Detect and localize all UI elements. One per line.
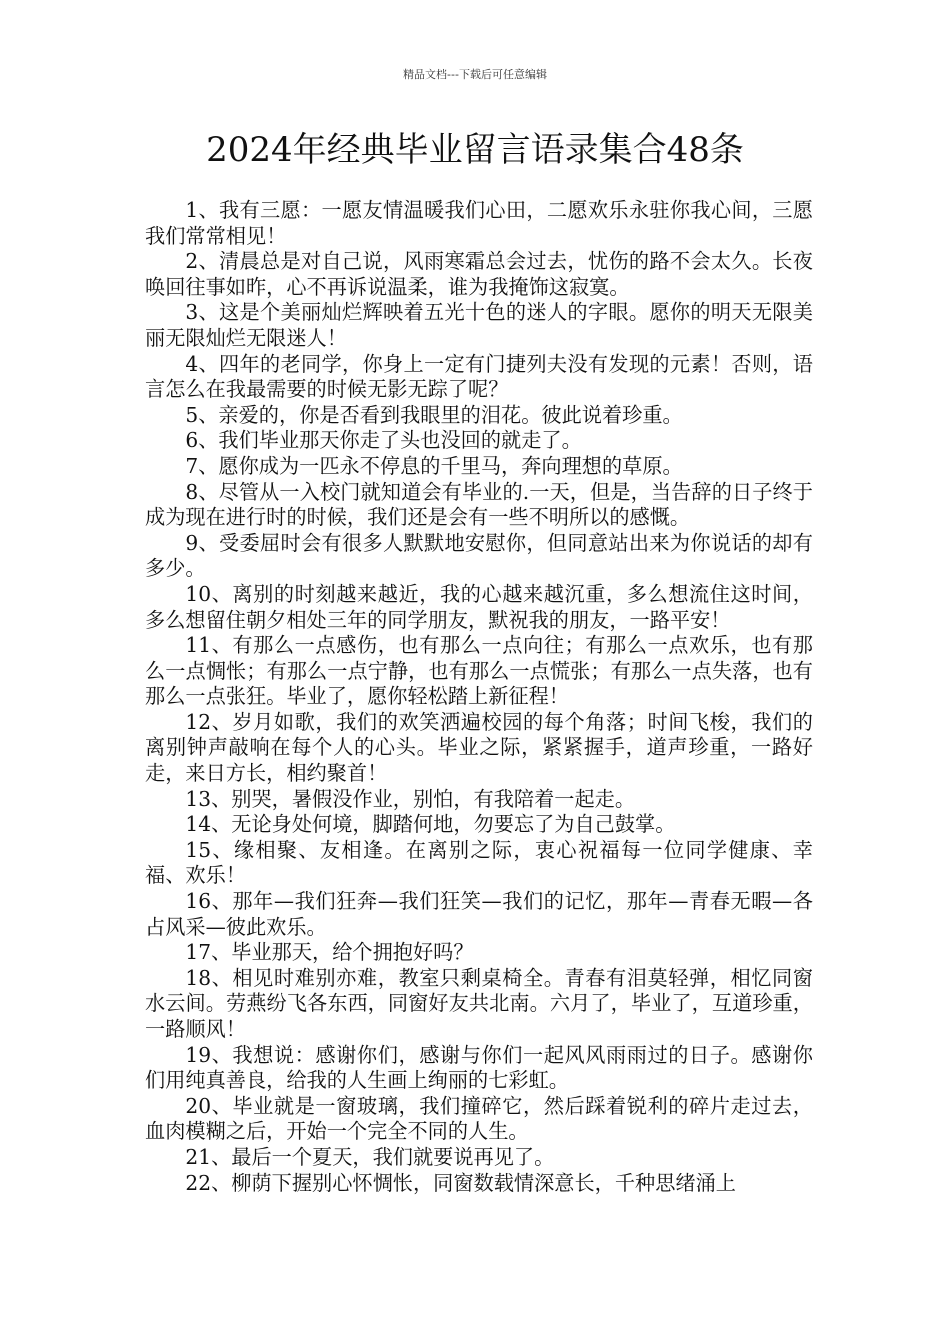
paragraph: 18、相见时难别亦难，教室只剩桌椅全。青春有泪莫轻弹，相忆同窗水云间。劳燕纷飞各东西，同窗好友共北南。六月了，毕业了，互道珍重，一路顺风！ (145, 965, 813, 1041)
document-body (145, 198, 813, 1196)
paragraph: 6、我们毕业那天你走了头也没回的就走了。 (185, 428, 582, 453)
page-title: 2024年经典毕业留言语录集合48条 (206, 130, 744, 170)
paragraph: 1、我有三愿：一愿友情温暖我们心田，二愿欢乐永驻你我心间，三愿我们常常相见！ (145, 198, 813, 248)
page-header: 精品文档---下载后可任意编辑 (403, 68, 547, 81)
paragraph: 14、无论身处何境，脚踏何地，勿要忘了为自己鼓掌。 (185, 812, 676, 837)
paragraph: 8、尽管从一入校门就知道会有毕业的.一天，但是，当告辞的日子终于成为现在进行时的时候，我们还是会有一些不明所以的感慨。 (145, 479, 813, 530)
paragraph: 11、有那么一点感伤，也有那么一点向往；有那么一点欢乐，也有那么一点惆怅；有那么一点宁静，也有那么一点慌张；有那么一点失落，也有那么一点张狂。毕业了，愿你轻松踏上新征程！ (145, 633, 813, 709)
paragraph: 21、最后一个夏天，我们就要说再见了。 (185, 1144, 555, 1169)
paragraph: 2、清晨总是对自己说，风雨寒霜总会过去，忧伤的路不会太久。长夜唤回往事如昨，心不再诉说温柔，谁为我掩饰这寂寞。 (145, 249, 813, 299)
paragraph: 4、四年的老同学，你身上一定有门捷列夫没有发现的元素！否则，语言怎么在我最需要的时候无影无踪了呢？ (145, 351, 813, 402)
paragraph: 15、缘相聚、友相逢。在离别之际，衷心祝福每一位同学健康、幸福、欢乐！ (145, 837, 813, 888)
paragraph: 12、岁月如歌，我们的欢笑洒遍校园的每个角落；时间飞梭，我们的离别钟声敲响在每个人的心头。毕业之际，紧紧握手，道声珍重，一路好走，来日方长，相约聚首！ (145, 709, 813, 786)
paragraph: 5、亲爱的，你是否看到我眼里的泪花。彼此说着珍重。 (185, 402, 683, 427)
paragraph: 3、这是个美丽灿烂辉映着五光十色的迷人的字眼。愿你的明天无限美丽无限灿烂无限迷人！ (145, 300, 813, 350)
paragraph: 7、愿你成为一匹永不停息的千里马，奔向理想的草原。 (185, 453, 683, 478)
paragraph: 9、受委屈时会有很多人默默地安慰你，但同意站出来为你说话的却有多少。 (145, 530, 813, 581)
paragraph: 10、离别的时刻越来越近，我的心越来越沉重，多么想流住这时间，多么想留住朝夕相处三年的同学朋友，默祝我的朋友，一路平安！ (145, 581, 813, 632)
paragraph: 17、毕业那天，给个拥抱好吗？ (185, 940, 474, 965)
paragraph: 13、别哭，暑假没作业，别怕，有我陪着一起走。 (185, 786, 636, 811)
paragraph: 22、柳荫下握别心怀惆怅，同窗数载情深意长，千种思绪涌上 (185, 1170, 736, 1195)
paragraph: 20、毕业就是一窗玻璃，我们撞碎它，然后踩着锐利的碎片走过去，血肉模糊之后，开始一个完全不同的人生。 (145, 1093, 813, 1144)
paragraph: 16、那年—我们狂奔—我们狂笑—我们的记忆，那年—青春无暇—各占风采—彼此欢乐。 (145, 889, 813, 939)
paragraph: 19、我想说：感谢你们，感谢与你们一起风风雨雨过的日子。感谢你们用纯真善良，给我的人生画上绚丽的七彩虹。 (145, 1042, 813, 1093)
